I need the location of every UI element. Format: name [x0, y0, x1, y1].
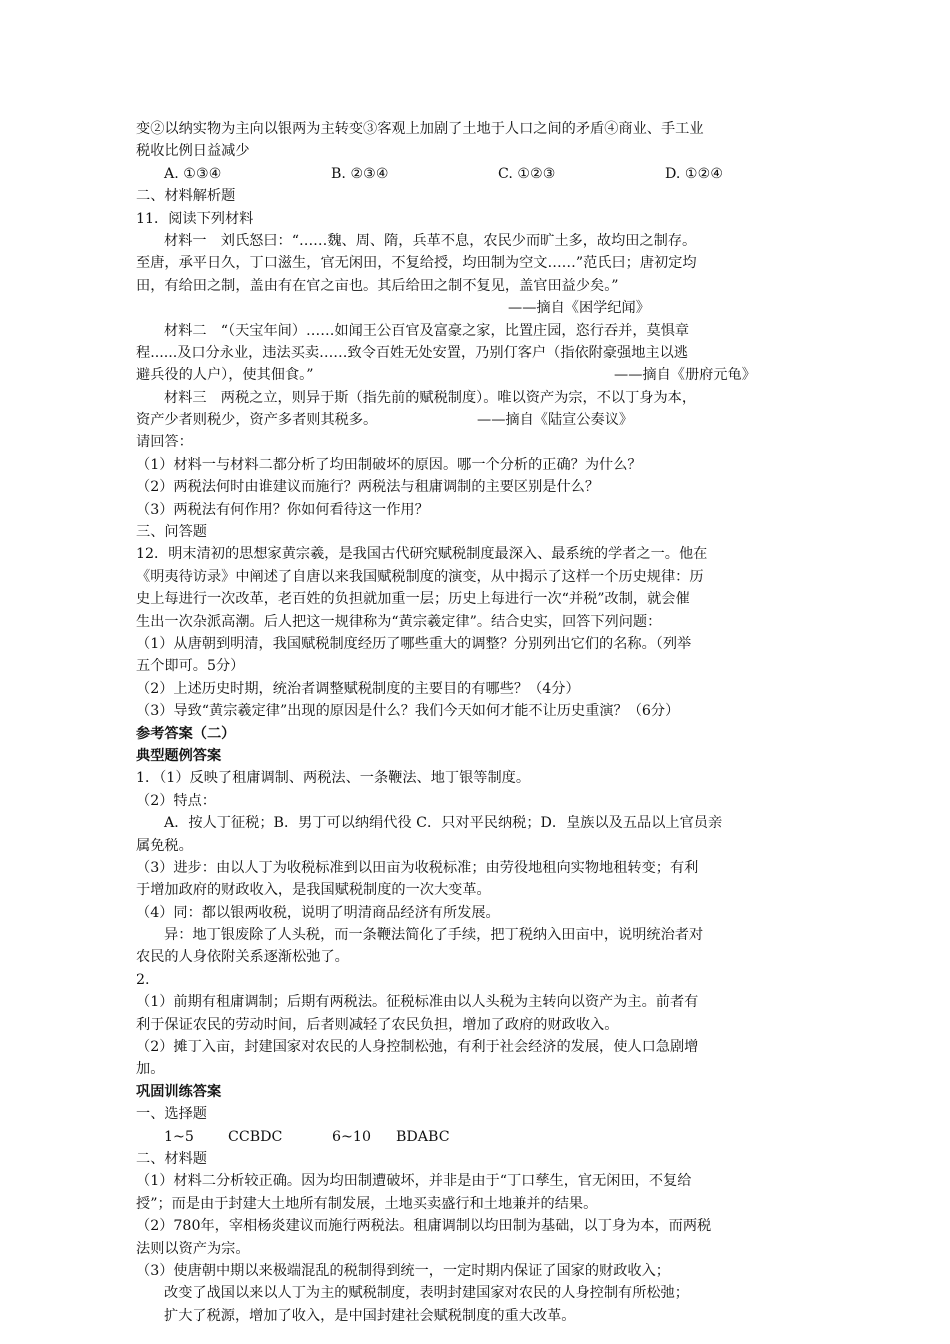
material-text: 避兵役的人户），使其佃食。”	[136, 367, 314, 384]
sub-question: （2）两税法何时由谁建议而施行？两税法与租庸调制的主要区别是什么？	[136, 479, 600, 496]
answer-line: 异：地丁银废除了人头税，而一条鞭法简化了手续，把丁税纳入田亩中，说明统治者对	[164, 927, 704, 944]
sub-question: （2）上述历史时期，统治者调整赋税制度的主要目的有哪些？（4分）	[136, 680, 580, 697]
document-page	[136, 118, 816, 1327]
range-label: 1~5	[164, 1128, 194, 1145]
choice-answer-row	[136, 1126, 816, 1148]
material-line: 材料二 “（天宝年间）……如闻王公百官及富豪之家，比置庄园，恣行吞并，莫惧章	[164, 322, 690, 339]
q10-text-line: 税收比例日益减少	[136, 143, 250, 160]
answer-line: 扩大了税源，增加了收入，是中国封建社会赋税制度的重大改革。	[164, 1307, 576, 1324]
material-line: 材料一 刘氏怒曰：“……魏、周、隋，兵革不息，农民少而旷土多，故均田之制存。	[164, 232, 697, 249]
sub-question: （1）材料一与材料二都分析了均田制破坏的原因。哪一个分析的正确？为什么？	[136, 456, 642, 473]
option-a: A. ①③④	[164, 165, 222, 182]
sub-question: （1）从唐朝到明清，我国赋税制度经历了哪些重大的调整？分别列出它们的名称。（列举	[136, 635, 692, 652]
answers-subtitle: 巩固训练答案	[136, 1083, 222, 1100]
material-line	[136, 409, 816, 431]
material-source: ——摘自《陆宣公奏议》	[477, 412, 634, 429]
material-line: 材料三 两税之立，则异于斯（指先前的赋税制度）。唯以资产为宗，不以丁身为本，	[164, 389, 697, 406]
material-text: 资产少者则税少，资产多者则其税多。	[136, 412, 378, 429]
answer-line: （2）摊丁入亩，封建国家对农民的人身控制松弛，有利于社会经济的发展，使人口急剧增	[136, 1039, 699, 1056]
answer-line: 属免税。	[136, 837, 193, 854]
answer-line: 授”；而是由于封建大土地所有制发展，土地买卖盛行和土地兼并的结果。	[136, 1195, 598, 1212]
material-line: 程......及口分永业，违法买卖……致令百姓无处安置，乃别仃客户（指依附豪强地主以逃	[136, 344, 688, 361]
sub-question: （3）两税法有何作用？你如何看待这一作用？	[136, 501, 429, 518]
material-line	[136, 364, 816, 386]
answers-subtitle: 典型题例答案	[136, 747, 222, 764]
choice-answers: CCBDC	[228, 1128, 283, 1145]
option-c: C. ①②③	[498, 165, 556, 182]
choice-answers: BDABC	[396, 1128, 450, 1145]
prompt-label: 请回答：	[136, 434, 193, 451]
option-d: D. ①②④	[665, 165, 724, 182]
question-line: 《明夷待访录》中阐述了自唐以来我国赋税制度的演变，从中揭示了这样一个历史规律：历	[136, 568, 704, 585]
answer-line: （3）进步：由以人丁为收税标准到以田亩为收税标准；由劳役地租向实物地租转变；有利	[136, 859, 699, 876]
question-line: 生出一次杂派高潮。后人把这一规律称为“黄宗羲定律”。结合史实，回答下列问题：	[136, 613, 662, 630]
answer-line: （3）使唐朝中期以来极端混乱的税制得到统一，一定时期内保证了国家的财政收入；	[136, 1262, 670, 1279]
q10-options	[136, 163, 816, 185]
section-heading: 三、问答题	[136, 524, 207, 541]
section-heading: 二、材料题	[136, 1150, 207, 1167]
answer-line: 农民的人身依附关系逐渐松弛了。	[136, 949, 349, 966]
answer-line: 于增加政府的财政收入，是我国赋税制度的一次大变革。	[136, 882, 491, 899]
sub-question: （3）导致“黄宗羲定律”出现的原因是什么？我们今天如何才能不让历史重演？（6分）	[136, 703, 680, 720]
answer-line: （2）特点：	[136, 792, 216, 809]
material-source: ——摘自《困学纪闻》	[508, 300, 650, 317]
answer-line: 2.	[136, 971, 150, 988]
answer-line: A．按人丁征税；B．男丁可以纳绢代役 C．只对平民纳税；D．皇族以及五品以上官员亲	[164, 815, 723, 832]
range-label: 6~10	[332, 1128, 371, 1145]
q10-text-line: 变②以纳实物为主向以银两为主转变③客观上加剧了土地于人口之间的矛盾④商业、手工业	[136, 121, 704, 137]
answer-line: 加。	[136, 1061, 165, 1078]
answer-line: 法则以资产为宗。	[136, 1240, 250, 1257]
answer-line: 1．（1）反映了租庸调制、两税法、一条鞭法、地丁银等制度。	[136, 770, 531, 787]
answer-line: （1）前期有租庸调制；后期有两税法。征税标准由以人头税为主转向以资产为主。前者有	[136, 994, 699, 1011]
question-line: 史上每进行一次改革，老百姓的负担就加重一层；历史上每进行一次“并税”改制，就会催	[136, 591, 690, 608]
answer-line: （1）材料二分析较正确。因为均田制遭破坏，并非是由于“丁口孳生，官无闲田，不复给	[136, 1173, 692, 1190]
answer-line: （2）780年，宰相杨炎建议而施行两税法。租庸调制以均田制为基础，以丁身为本，而两税	[136, 1218, 712, 1235]
material-source: ——摘自《册府元龟》	[614, 367, 756, 384]
sub-question: 五个即可。5分）	[136, 658, 245, 675]
material-line: 至唐，承平日久，丁口滋生，官无闲田，不复给授，均田制为空文……”范氏曰；唐初定均	[136, 255, 697, 272]
answer-line: 改变了战国以来以人丁为主的赋税制度，表明封建国家对农民的人身控制有所松弛；	[164, 1285, 689, 1302]
section-heading: 一、选择题	[136, 1106, 207, 1123]
answers-title: 参考答案（二）	[136, 725, 236, 742]
question-title: 11．阅读下列材料	[136, 210, 254, 227]
material-line: 田，有给田之制，盖由有在官之亩也。其后给田之制不复见，盖官田益少矣。”	[136, 277, 619, 294]
question-line: 12．明末清初的思想家黄宗羲，是我国古代研究赋税制度最深入、最系统的学者之一。他在	[136, 546, 708, 563]
answer-line: （4）同：都以银两收税，说明了明清商品经济有所发展。	[136, 904, 500, 921]
section-heading: 二、材料解析题	[136, 188, 236, 205]
option-b: B. ②③④	[331, 165, 389, 182]
answer-line: 利于保证农民的劳动时间，后者则减轻了农民负担，增加了政府的财政收入。	[136, 1016, 619, 1033]
